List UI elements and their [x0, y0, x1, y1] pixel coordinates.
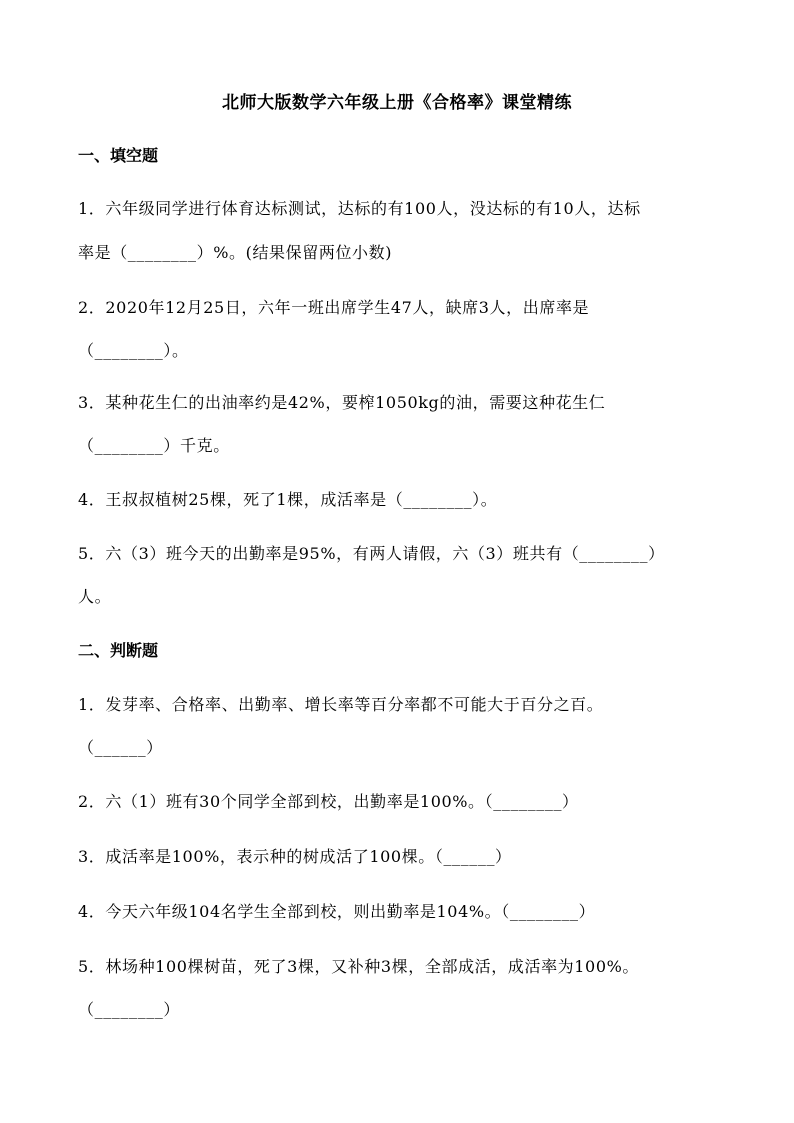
section-heading-fill-in: 一、填空题	[78, 146, 159, 165]
question-line: 3．某种花生仁的出油率约是42%，要榨1050kg的油，需要这种花生仁	[78, 393, 606, 412]
question-line: 2．2020年12月25日，六年一班出席学生47人，缺席3人，出席率是	[78, 298, 590, 317]
page-title: 北师大版数学六年级上册《合格率》课堂精练	[222, 93, 572, 113]
section-heading-true-false: 二、判断题	[78, 641, 159, 660]
question-line: 1．发芽率、合格率、出勤率、增长率等百分率都不可能大于百分之百。	[78, 695, 604, 714]
question-line: 5．林场种100棵树苗，死了3棵，又补种3棵，全部成活，成活率为100%。	[78, 957, 640, 976]
question-line: 5．六（3）班今天的出勤率是95%，有两人请假，六（3）班共有（________）	[78, 544, 665, 563]
question-line: （________）千克。	[78, 436, 230, 455]
question-line: （________）	[78, 1000, 180, 1019]
question-line: 4．王叔叔植树25棵，死了1棵，成活率是（________）。	[78, 490, 498, 509]
question-line: （______）	[78, 738, 163, 757]
question-line: （________）。	[78, 341, 189, 360]
question-line: 4．今天六年级104名学生全部到校，则出勤率是104%。（________）	[78, 902, 596, 921]
question-line: 率是（________）%。(结果保留两位小数)	[78, 243, 393, 262]
question-line: 2．六（1）班有30个同学全部到校，出勤率是100%。（________）	[78, 792, 579, 811]
question-line: 3．成活率是100%，表示种的树成活了100棵。（______）	[78, 847, 512, 866]
question-line: 人。	[78, 587, 112, 606]
question-line: 1．六年级同学进行体育达标测试，达标的有100人，没达标的有10人，达标	[78, 199, 641, 218]
